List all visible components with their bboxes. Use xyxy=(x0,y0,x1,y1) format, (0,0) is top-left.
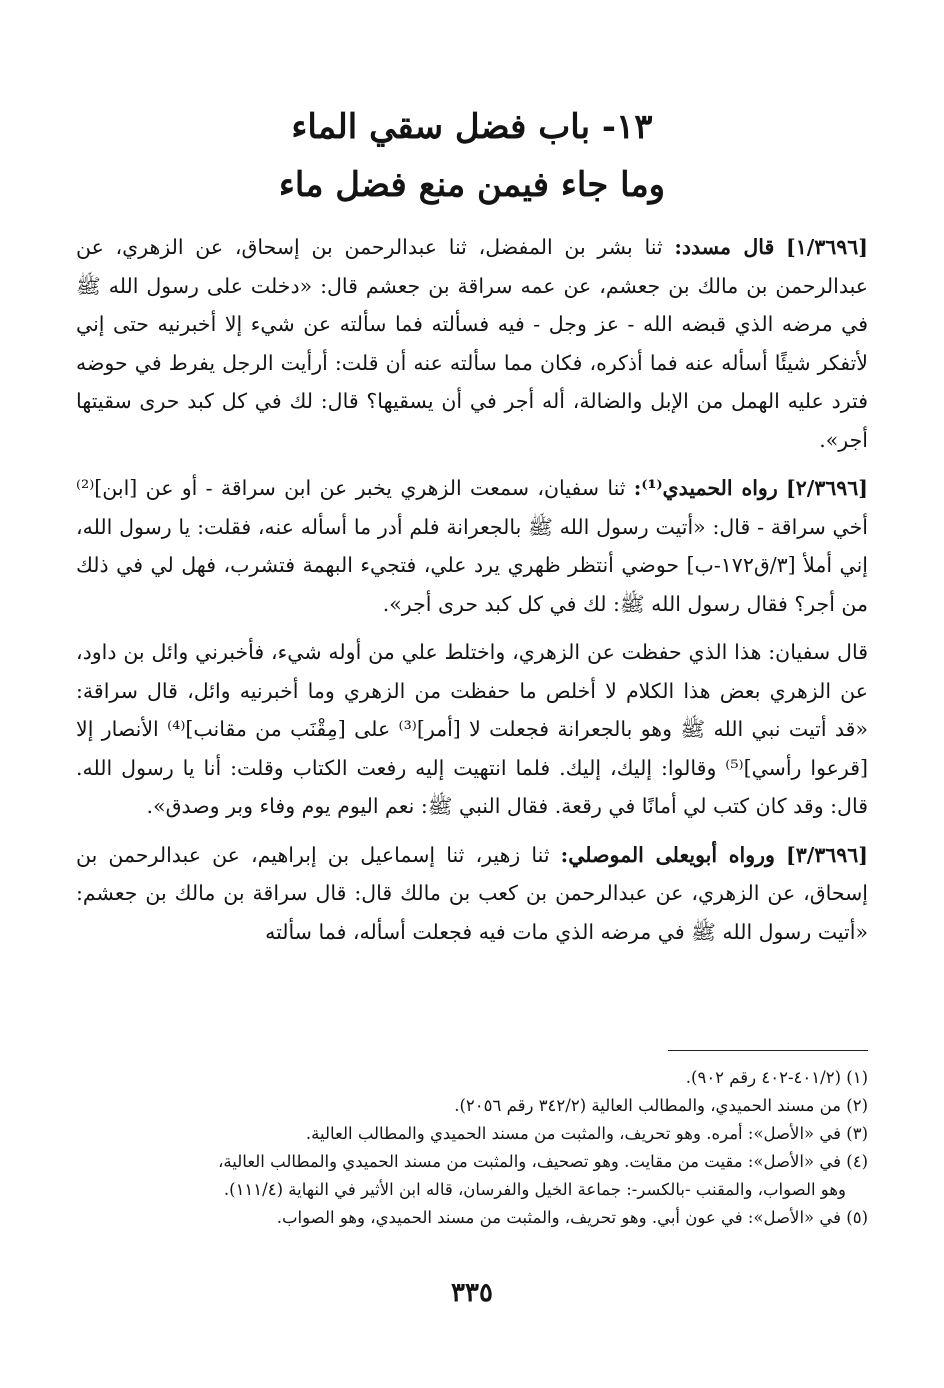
paragraph-2 xyxy=(76,469,868,623)
paragraph-4 xyxy=(76,836,868,952)
footnotes xyxy=(76,1064,868,1232)
narrator-lead: ورواه أبويعلى الموصلي: xyxy=(560,842,775,867)
page-number: ٣٣٥ xyxy=(451,1278,493,1308)
hadith-number: [٣/٣٦٩٦] xyxy=(786,842,868,867)
main-text xyxy=(76,228,868,961)
footnote-separator xyxy=(668,1050,868,1051)
footnote-4: (٤) في «الأصل»: مقيت من مقايت. وهو تصحيف، والمثبت من مسند الحميدي والمطالب العالية، وهو الصواب، والمقنب -بالكسر-: جماعة الخيل والفرسان، قاله ابن الأثير في النهاية (١١١/٤). xyxy=(76,1148,868,1204)
footnote-2: (٢) من مسند الحميدي، والمطالب العالية (٣٤٢/٢ رقم ٢٠٥٦). xyxy=(454,1096,868,1115)
footnote-1: (١) (٤٠١/٢-٤٠٢ رقم ٩٠٢). xyxy=(685,1068,868,1087)
footnote-3: (٣) في «الأصل»: أمره. وهو تحريف، والمثبت من مسند الحميدي والمطالب العالية. xyxy=(305,1124,868,1143)
paragraph-text: ثنا بشر بن المفضل، ثنا عبدالرحمن بن إسحاق، عن الزهري، عن عبدالرحمن بن مالك بن جعشم، عن عمه سراقة بن جعشم قال: «دخلت على رسول الله ﷺ في مرضه الذي قبضه الله - عز وجل - فيه فسألته فما سألته عن شيء إلا أخبرنيه حتى إني لأتفكر شيئًا أسأله عنه فما أذكره، فكان مما سألته عنه أن قلت: أرأيت الرجل يفرط في حوضه فترد عليه الهمل من الإبل والضالة، أله أجر في أن يسقيها؟ قال: لك في كل كبد حرى سقيتها أجر». xyxy=(76,235,868,452)
footnote-5: (٥) في «الأصل»: في عون أبي. وهو تحريف، والمثبت من مسند الحميدي، وهو الصواب. xyxy=(276,1208,868,1227)
narrator-lead: قال مسدد: xyxy=(674,235,775,259)
chapter-heading xyxy=(0,100,944,212)
footnote-4-continuation: وهو الصواب، والمقنب -بالكسر-: جماعة الخيل والفرسان، قاله ابن الأثير في النهاية (١١١/٤). xyxy=(223,1180,846,1199)
chapter-subtitle: وما جاء فيمن منع فضل ماء xyxy=(278,165,666,205)
paragraph-1 xyxy=(76,228,868,459)
paragraph-text: قال سفيان: هذا الذي حفظت عن الزهري، واختلط علي من أوله شيء، فأخبرني وائل بن داود، عن الزهري بعض هذا الكلام لا أخلص ما حفظت من الزهري وما أخبرنيه وائل، قال سراقة: «قد أتيت نبي الله ﷺ وهو بالجعرانة فجعلت لا [أمر]⁽³⁾ على [مِقْنَب من مقانب]⁽⁴⁾ الأنصار إلا [قرعوا رأسي]⁽⁵⁾ وقالوا: إليك، إليك. فلما انتهيت إليه رفعت الكتاب وقلت: أنا يا رسول الله. قال: وقد كان كتب لي أمانًا في رقعة. فقال النبي ﷺ: نعم اليوم يوم وفاء وبر وصدق». xyxy=(76,640,869,818)
paragraph-text: ثنا سفيان، سمعت الزهري يخبر عن ابن سراقة - أو عن [ابن]⁽²⁾ أخي سراقة - قال: «أتيت رسول الله ﷺ بالجعرانة فلم أدر ما أسأله عنه، فقلت: يا رسول الله، إني أملأ [٣/ق١٧٢-ب] حوضي أنتظر ظهري يرد علي، فتجيء البهمة فتشرب، فهل لي في ذلك من أجر؟ فقال رسول الله ﷺ: لك في كل كبد حرى أجر». xyxy=(76,476,868,616)
paragraph-3 xyxy=(76,633,868,826)
hadith-number: [١/٣٦٩٦] xyxy=(786,235,868,259)
hadith-number: [٢/٣٦٩٦] xyxy=(786,476,868,500)
narrator-lead: رواه الحميدي⁽¹⁾: xyxy=(633,476,778,500)
chapter-title: ١٣- باب فضل سقي الماء xyxy=(291,107,653,147)
paragraph-text: ثنا زهير، ثنا إسماعيل بن إبراهيم، عن عبدالرحمن بن إسحاق، عن الزهري، عن عبدالرحمن بن كعب بن مالك قال: قال سراقة بن مالك بن جعشم: «أتيت رسول الله ﷺ في مرضه الذي مات فيه فجعلت أسأله، فما سألته xyxy=(76,842,868,944)
